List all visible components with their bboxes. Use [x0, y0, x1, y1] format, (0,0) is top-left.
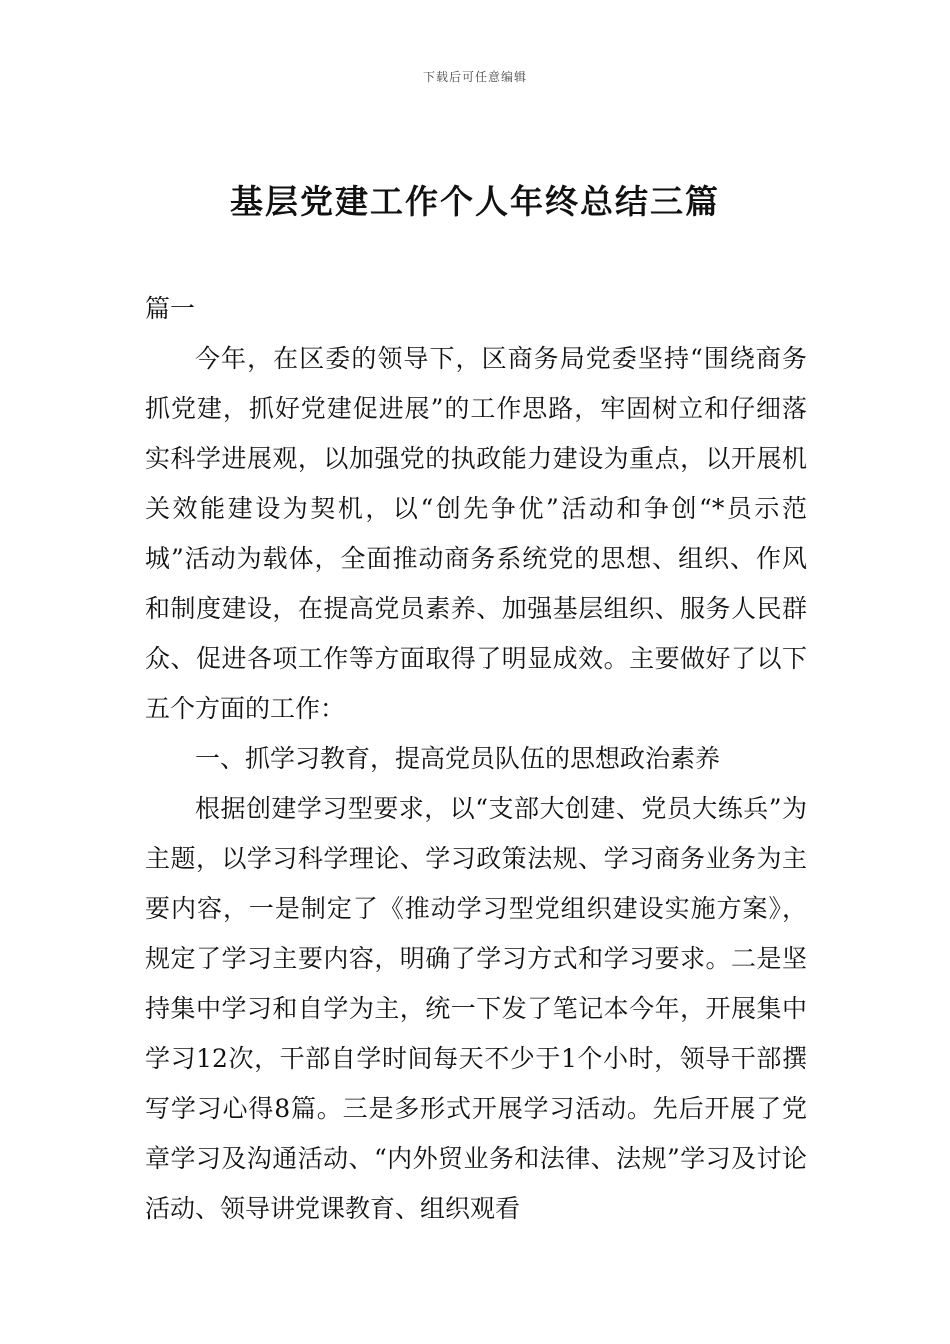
document-body: [145, 284, 807, 1234]
header-note: 下载后可任意编辑: [422, 70, 527, 84]
paragraph-intro: 今年，在区委的领导下，区商务局党委坚持“围绕商务抓党建，抓好党建促进展”的工作思路，牢固树立和仔细落实科学进展观，以加强党的执政能力建设为重点，以开展机关效能建设为契机，以“创先争优”活动和争创“*员示范城”活动为载体，全面推动商务系统党的思想、组织、作风和制度建设，在提高党员素养、加强基层组织、服务人民群众、促进各项工作等方面取得了明显成效。主要做好了以下五个方面的工作：: [145, 344, 807, 723]
document-title: 基层党建工作个人年终总结三篇: [230, 182, 720, 221]
section-heading: 一、抓学习教育，提高党员队伍的思想政治素养: [195, 744, 721, 773]
section-label: 篇一: [145, 294, 196, 323]
paragraph-study: 根据创建学习型要求，以“支部大创建、党员大练兵”为主题，以学习科学理论、学习政策法规、学习商务业务为主要内容，一是制定了《推动学习型党组织建设实施方案》，规定了学习主要内容，明确了学习方式和学习要求。二是坚持集中学习和自学为主，统一下发了笔记本今年，开展集中学习12次，干部自学时间每天不少于1个小时，领导干部撰写学习心得8篇。三是多形式开展学习活动。先后开展了党章学习及沟通活动、“内外贸业务和法律、法规”学习及讨论活动、领导讲党课教育、组织观看: [145, 794, 807, 1223]
